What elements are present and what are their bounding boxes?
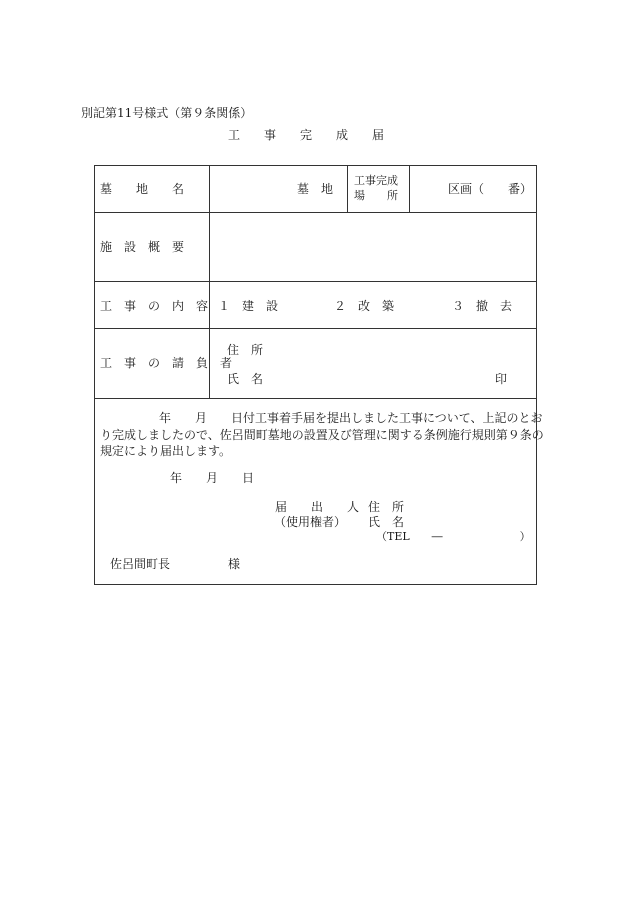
table-border-top — [94, 165, 537, 166]
contractor-name-label: 氏 名 — [227, 372, 264, 386]
declaration-line-3: 規定により届出します。 — [100, 444, 232, 458]
plot-number-field[interactable]: 区画（ 番） — [448, 182, 533, 196]
document-title: 工 事 完 成 届 — [228, 128, 385, 142]
contractor-address-label: 住 所 — [227, 343, 264, 357]
row1-divider-a — [347, 165, 348, 213]
seal-mark: 印 — [495, 372, 508, 386]
facility-summary-label: 施 設 概 要 — [100, 240, 185, 254]
applicant-name-label: 氏 名 — [368, 515, 405, 529]
addressee: 佐呂間町長 — [110, 557, 171, 571]
applicant-label: 届 出 人 — [275, 500, 360, 514]
form-number: 別記第11号様式（第９条関係） — [81, 106, 253, 120]
submission-date: 年 月 日 — [170, 471, 255, 485]
declaration-line-2: り完成しましたので、佐呂間町墓地の設置及び管理に関する条例施行規則第９条の — [100, 428, 544, 442]
declaration-line-1: 年 月 日付工事着手届を提出しました工事について、上記のとお — [159, 411, 543, 425]
option-renovation[interactable]: ２ 改 築 — [334, 299, 395, 313]
cemetery-suffix: 墓 地 — [297, 182, 334, 196]
form-table — [94, 165, 544, 585]
applicant-address-label: 住 所 — [368, 500, 405, 514]
completion-place-label-1: 工事完成 — [354, 174, 398, 187]
table-border-right — [536, 165, 537, 585]
row1-divider-b — [409, 165, 410, 213]
row-divider — [94, 281, 537, 282]
completion-place-label-2: 場 所 — [354, 189, 398, 202]
facility-summary-field[interactable] — [216, 241, 530, 261]
honorific: 様 — [228, 557, 241, 571]
cemetery-name-label: 墓 地 名 — [100, 182, 185, 196]
row-divider — [94, 212, 537, 213]
contractor-label: 工 事 の 請 負 者 — [100, 356, 233, 370]
applicant-tel: （TEL ― ） — [376, 530, 531, 543]
option-construction[interactable]: １ 建 設 — [218, 299, 279, 313]
applicant-role: （使用権者） — [274, 515, 347, 529]
work-content-label: 工 事 の 内 容 — [100, 299, 209, 313]
row-divider — [94, 398, 537, 399]
table-border-left — [94, 165, 95, 585]
row-divider — [94, 328, 537, 329]
table-border-bottom — [94, 584, 537, 585]
option-removal[interactable]: ３ 撤 去 — [452, 299, 513, 313]
